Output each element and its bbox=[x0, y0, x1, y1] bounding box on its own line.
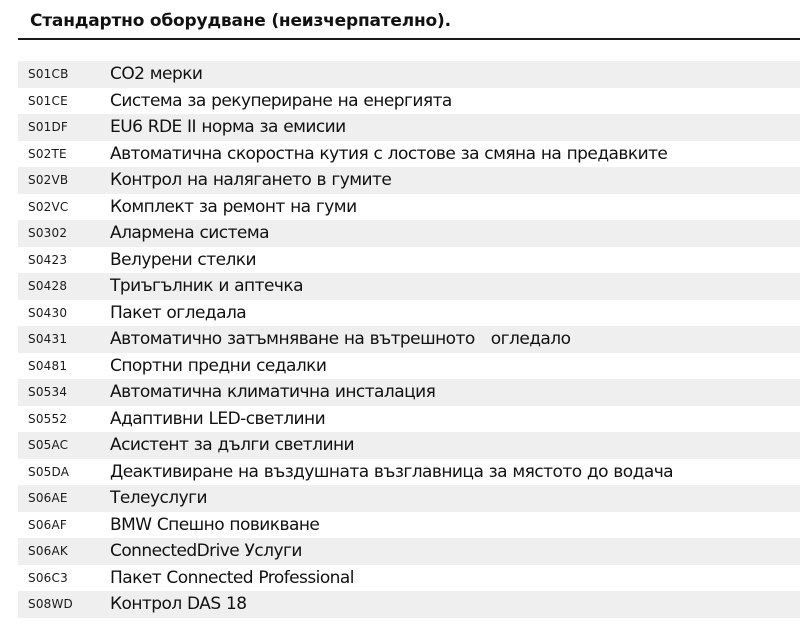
equipment-row bbox=[18, 194, 800, 221]
option-code: S01CE bbox=[28, 93, 68, 108]
option-description: Система за рекупериране на енергията bbox=[110, 90, 452, 111]
option-description: Спортни предни седалки bbox=[110, 355, 327, 376]
equipment-row bbox=[18, 512, 800, 539]
equipment-row bbox=[18, 379, 800, 406]
option-description: CO2 мерки bbox=[110, 64, 203, 85]
option-description: BMW Спешно повикване bbox=[110, 514, 320, 535]
equipment-row bbox=[18, 353, 800, 380]
option-code: S05AC bbox=[28, 438, 69, 453]
equipment-row bbox=[18, 326, 800, 353]
option-code: S06AE bbox=[28, 491, 68, 506]
equipment-row bbox=[18, 273, 800, 300]
option-description: Деактивиране на въздушната възглавница за мястото до водача bbox=[110, 461, 674, 482]
option-description: Велурени стелки bbox=[110, 249, 257, 270]
option-description: Телеуслуги bbox=[110, 488, 207, 509]
equipment-row bbox=[18, 141, 800, 168]
option-code: S0431 bbox=[28, 332, 68, 347]
equipment-row bbox=[18, 220, 800, 247]
option-description: Алармена система bbox=[110, 223, 269, 244]
equipment-row bbox=[18, 300, 800, 327]
option-code: S02TE bbox=[28, 146, 67, 161]
option-code: S0552 bbox=[28, 411, 68, 426]
option-description: Комплект за ремонт на гуми bbox=[110, 196, 357, 217]
option-code: S06C3 bbox=[28, 570, 68, 585]
equipment-row bbox=[18, 406, 800, 433]
section-title: Стандартно оборудване (неизчерпателно). bbox=[30, 11, 451, 31]
option-code: S01CB bbox=[28, 67, 69, 82]
option-code: S06AF bbox=[28, 517, 67, 532]
equipment-row bbox=[18, 538, 800, 565]
option-code: S06AK bbox=[28, 544, 68, 559]
option-description: Контрол DAS 18 bbox=[110, 594, 247, 615]
title-underline bbox=[18, 38, 800, 40]
equipment-row bbox=[18, 459, 800, 486]
equipment-row bbox=[18, 247, 800, 274]
equipment-row bbox=[18, 591, 800, 618]
option-code: S0534 bbox=[28, 385, 68, 400]
option-description: Пакет Connected Professional bbox=[110, 567, 354, 588]
option-description: Триъгълник и аптечка bbox=[110, 276, 303, 297]
option-description: Автоматично затъмняване на вътрешното огледало bbox=[110, 329, 571, 350]
option-description: Автоматична скоростна кутия с лостове за смяна на предавките bbox=[110, 143, 668, 164]
option-description: Адаптивни LED-светлини bbox=[110, 408, 326, 429]
equipment-row bbox=[18, 61, 800, 88]
option-code: S08WD bbox=[28, 597, 73, 612]
equipment-row bbox=[18, 167, 800, 194]
equipment-row bbox=[18, 565, 800, 592]
option-code: S0423 bbox=[28, 252, 68, 267]
option-code: S0302 bbox=[28, 226, 68, 241]
option-code: S01DF bbox=[28, 120, 69, 135]
equipment-row bbox=[18, 432, 800, 459]
option-code: S02VC bbox=[28, 199, 69, 214]
equipment-row bbox=[18, 88, 800, 115]
option-code: S05DA bbox=[28, 464, 70, 479]
option-code: S0428 bbox=[28, 279, 68, 294]
option-description: Автоматична климатична инсталация bbox=[110, 382, 436, 403]
option-description: Контрол на налягането в гумите bbox=[110, 170, 392, 191]
equipment-row bbox=[18, 114, 800, 141]
equipment-row bbox=[18, 485, 800, 512]
option-code: S0481 bbox=[28, 358, 68, 373]
option-description: ConnectedDrive Услуги bbox=[110, 541, 302, 562]
option-description: EU6 RDE II норма за емисии bbox=[110, 117, 346, 138]
option-description: Асистент за дълги светлини bbox=[110, 435, 355, 456]
equipment-list bbox=[18, 61, 800, 618]
option-code: S0430 bbox=[28, 305, 68, 320]
option-code: S02VB bbox=[28, 173, 69, 188]
option-description: Пакет огледала bbox=[110, 302, 247, 323]
